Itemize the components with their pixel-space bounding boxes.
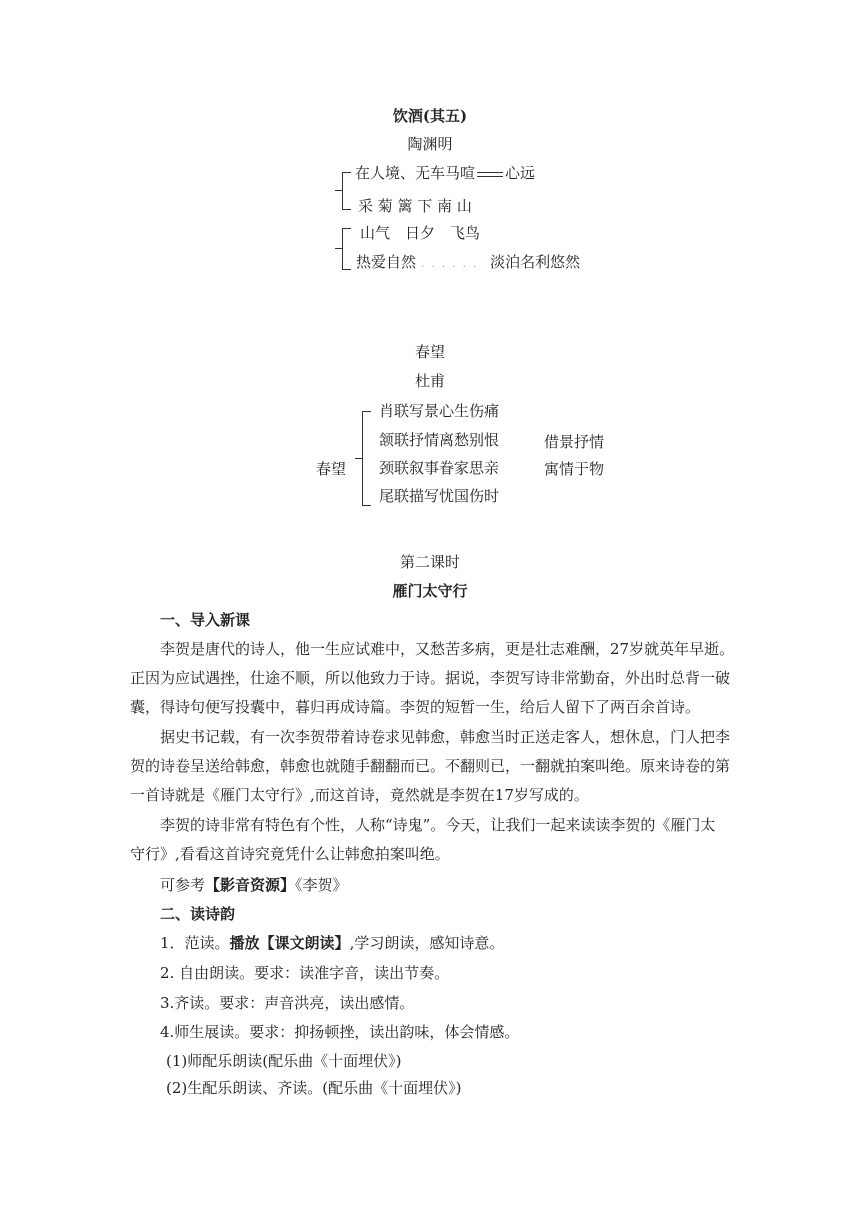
para1-line-3: 囊，得诗句便写投囊中，暮归再成诗篇。李贺的短暂一生，给后人留下了两百余首诗。: [130, 698, 701, 716]
poem1-group1-line1-text: 在人境、无车马喧: [355, 164, 476, 182]
poem1-author: 陶渊明: [407, 135, 453, 153]
emphasis-dots: . . . . . .: [416, 259, 479, 270]
poem2-author: 杜甫: [414, 372, 445, 390]
para1-line-1: 李贺是唐代的诗人，他一生应试难中，又愁苦多病，更是壮志难酬，27岁就英年早逝。: [160, 640, 735, 658]
section-heading-reading: 二、读诗韵: [160, 905, 236, 923]
lesson-period: 第二课时: [399, 553, 460, 571]
poem2-summary-1: 借景抒情: [544, 433, 605, 451]
poem1-group1-line2: 采 菊 篱 下 南 山: [358, 197, 472, 215]
poem2-couplet-2: 颔联抒情离愁别恨: [379, 431, 500, 449]
reference-resource-link[interactable]: 【影音资源】: [205, 876, 296, 894]
poem1-brace-2: [342, 228, 351, 270]
step-1-rest: ,学习朗读，感知诗意。: [349, 934, 505, 952]
poem1-group1-line1: [355, 162, 535, 183]
poem2-couplet-1: 肖联写景心生伤痛: [379, 402, 500, 420]
step-3: 3.齐读。要求：声音洪亮，读出感情。: [160, 994, 415, 1012]
reference-line: [160, 874, 348, 895]
step-4-sub-2: (2)生配乐朗读、齐读。(配乐曲《十面埋伏》): [166, 1079, 462, 1097]
reference-prefix: 可参考: [160, 876, 206, 894]
poem2-couplet-3: 颈联叙事眷家思亲: [379, 459, 500, 477]
para3-line-2: 守行》,看看这首诗究竟凭什么让韩愈拍案叫绝。: [130, 845, 450, 863]
poem2-title: 春望: [414, 343, 445, 361]
para2-line-2: 贺的诗卷呈送给韩愈，韩愈也就随手翻翻而已。不翻则已，一翻就拍案叫绝。原来诗卷的第: [130, 757, 731, 775]
section-heading-intro: 一、导入新课: [160, 611, 251, 629]
para3-line-1: 李贺的诗非常有特色有个性，人称“诗鬼”。今天，让我们一起来读读李贺的《雁门太: [160, 816, 716, 834]
step-4-sub-1: (1)师配乐朗读(配乐曲《十面埋伏》): [166, 1052, 402, 1070]
poem1-group2-line2-a: 热爱自然: [356, 253, 417, 271]
reference-suffix: 《李贺》: [295, 876, 348, 894]
poem1-brace-1: [342, 172, 351, 210]
step-2: 2. 自由朗读。要求：读准字音，读出节奏。: [160, 964, 450, 982]
poem2-summary-2: 寓情于物: [544, 460, 605, 478]
para1-line-2: 正因为应试遇挫，仕途不顺，所以他致力于诗。据说，李贺写诗非常勤奋，外出时总背一破: [130, 669, 731, 687]
step-1-label: 1．范读。: [160, 934, 230, 952]
play-reading-link[interactable]: 播放【课文朗读】: [229, 934, 350, 952]
poem1-title: 饮酒(其五): [392, 107, 468, 125]
poem1-group2-line2-b: 淡泊名利悠然: [490, 253, 581, 271]
para2-line-3: 一首诗就是《雁门太守行》,而这首诗，竟然就是李贺在17岁写成的。: [130, 786, 589, 804]
lesson-title: 雁门太守行: [392, 582, 468, 600]
step-4: 4.师生展读。要求：抑扬顿挫，读出韵味，体会情感。: [160, 1023, 520, 1041]
poem1-group2-line1: 山气 日夕 飞鸟: [360, 224, 481, 242]
poem1-group1-line1-end: 心远: [505, 164, 536, 182]
poem2-couplet-4: 尾联描写忧国伤时: [379, 487, 500, 505]
poem1-group2-line2: [356, 251, 580, 272]
para2-line-1: 据史书记载，有一次李贺带着诗卷求见韩愈，韩愈当时正送走客人，想休息，门人把李: [160, 728, 731, 746]
poem2-root-label: 春望: [316, 460, 347, 478]
poem2-brace: [362, 411, 371, 506]
double-line-mark: [477, 172, 503, 177]
step-1: [160, 932, 504, 953]
